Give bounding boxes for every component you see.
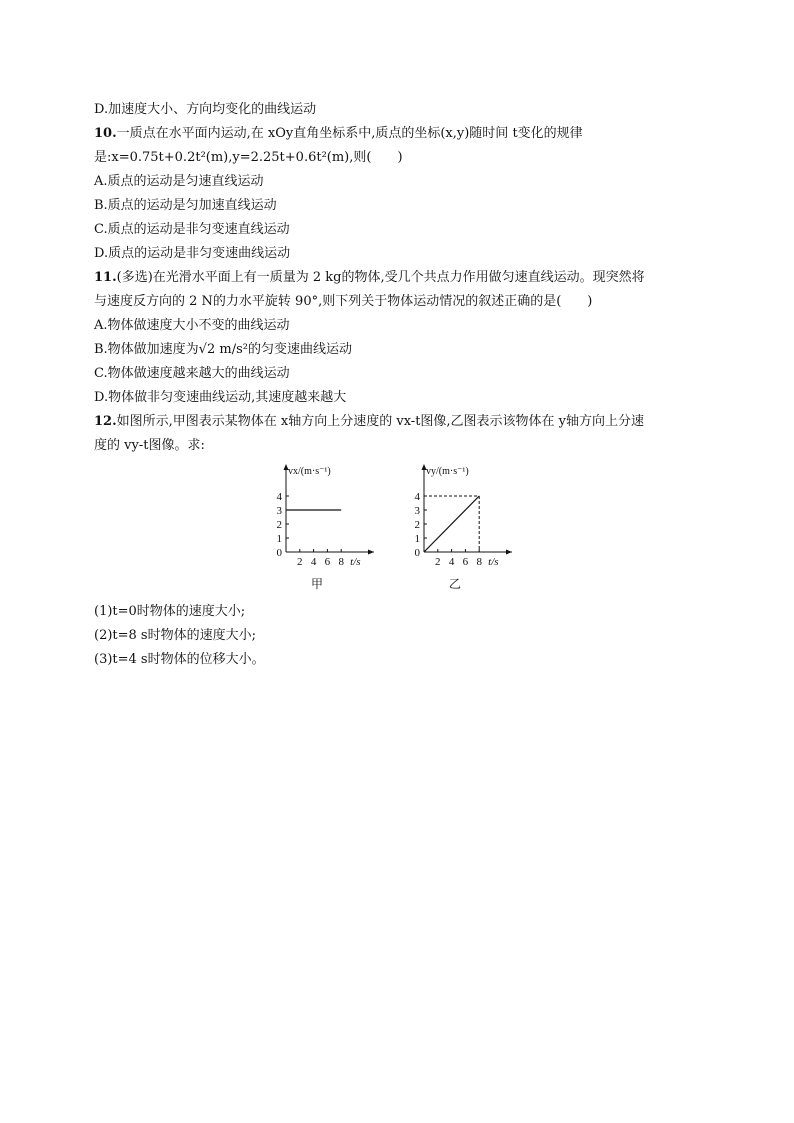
x-tick-label: 8 xyxy=(338,556,344,568)
q12-stem-text1: 如图所示,甲图表示某物体在 x轴方向上分速度的 vx-t图像,乙图表示该物体在 y轴方向上分速 xyxy=(116,414,645,429)
q11-number: 11. xyxy=(94,270,117,285)
figure-caption: 甲 xyxy=(311,577,324,590)
q10-number: 10. xyxy=(94,126,117,141)
q10-option-b: B.质点的运动是匀加速直线运动 xyxy=(94,198,277,213)
y-tick-label: 3 xyxy=(414,505,420,517)
y-tick-label: 3 xyxy=(276,505,282,517)
x-tick-label: 2 xyxy=(297,556,303,568)
y-tick-label: 2 xyxy=(414,519,420,531)
q10-stem-line2: 是:x=0.75t+0.2t²(m),y=2.25t+0.6t²(m),则( ) xyxy=(94,150,403,165)
q11-option-c: C.物体做速度越来越大的曲线运动 xyxy=(94,366,290,381)
q10-option-a: A.质点的运动是匀速直线运动 xyxy=(94,174,264,189)
figure-caption: 乙 xyxy=(449,577,462,590)
y-axis-label: vx/(m·s⁻¹) xyxy=(288,466,331,477)
x-axis-arrow xyxy=(506,550,512,555)
q11-stem-line2: 与速度反方向的 2 N的力水平旋转 90°,则下列关于物体运动情况的叙述正确的是( ) xyxy=(94,294,593,309)
q11-option-a: A.物体做速度大小不变的曲线运动 xyxy=(94,318,290,333)
y-tick-label: 0 xyxy=(414,547,420,559)
q10-stem-text1: 一质点在水平面内运动,在 xOy直角坐标系中,质点的坐标(x,y)随时间 t变化的规律 xyxy=(116,126,583,141)
x-tick-label: 6 xyxy=(324,556,331,568)
q12-sub2: (2)t=8 s时物体的速度大小; xyxy=(94,628,256,643)
q11-stem-line1 xyxy=(94,270,645,286)
x-tick-label: 8 xyxy=(476,556,482,568)
q9-option-d: D.加速度大小、方向均变化的曲线运动 xyxy=(94,102,317,117)
q11-option-d: D.物体做非匀变速曲线运动,其速度越来越大 xyxy=(94,390,347,405)
y-tick-label: 0 xyxy=(276,547,282,559)
q10-option-c: C.质点的运动是非匀变速直线运动 xyxy=(94,222,290,237)
y-tick-label: 4 xyxy=(276,491,282,503)
x-tick-label: 6 xyxy=(462,556,469,568)
y-axis-label: vy/(m·s⁻¹) xyxy=(426,466,469,477)
q12-stem-line2: 度的 vy-t图像。求: xyxy=(94,438,205,453)
q10-stem-line1 xyxy=(94,126,583,142)
series-line xyxy=(424,496,479,552)
x-tick-label: 4 xyxy=(310,556,317,568)
y-tick-label: 2 xyxy=(276,519,282,531)
q10-option-d: D.质点的运动是非匀变速曲线运动 xyxy=(94,246,291,261)
x-axis-label: t/s xyxy=(350,556,361,568)
q12-sub3: (3)t=4 s时物体的位移大小。 xyxy=(94,652,265,667)
vx-t-graph-jia xyxy=(270,460,390,590)
x-tick-label: 4 xyxy=(448,556,455,568)
q11-stem-text1: (多选)在光滑水平面上有一质量为 2 kg的物体,受几个共点力作用做匀速直线运动。现突然将 xyxy=(116,270,645,285)
y-tick-label: 1 xyxy=(276,533,282,545)
q12-stem-line1 xyxy=(94,414,644,430)
x-axis-label: t/s xyxy=(488,556,499,568)
y-tick-label: 1 xyxy=(414,533,420,545)
q11-option-b: B.物体做加速度为√2 m/s²的匀变速曲线运动 xyxy=(94,342,352,357)
q12-sub1: (1)t=0时物体的速度大小; xyxy=(94,604,246,619)
vy-t-graph-yi xyxy=(408,460,528,590)
y-tick-label: 4 xyxy=(414,491,420,503)
x-axis-arrow xyxy=(368,550,374,555)
x-tick-label: 2 xyxy=(435,556,441,568)
q12-number: 12. xyxy=(94,414,117,429)
